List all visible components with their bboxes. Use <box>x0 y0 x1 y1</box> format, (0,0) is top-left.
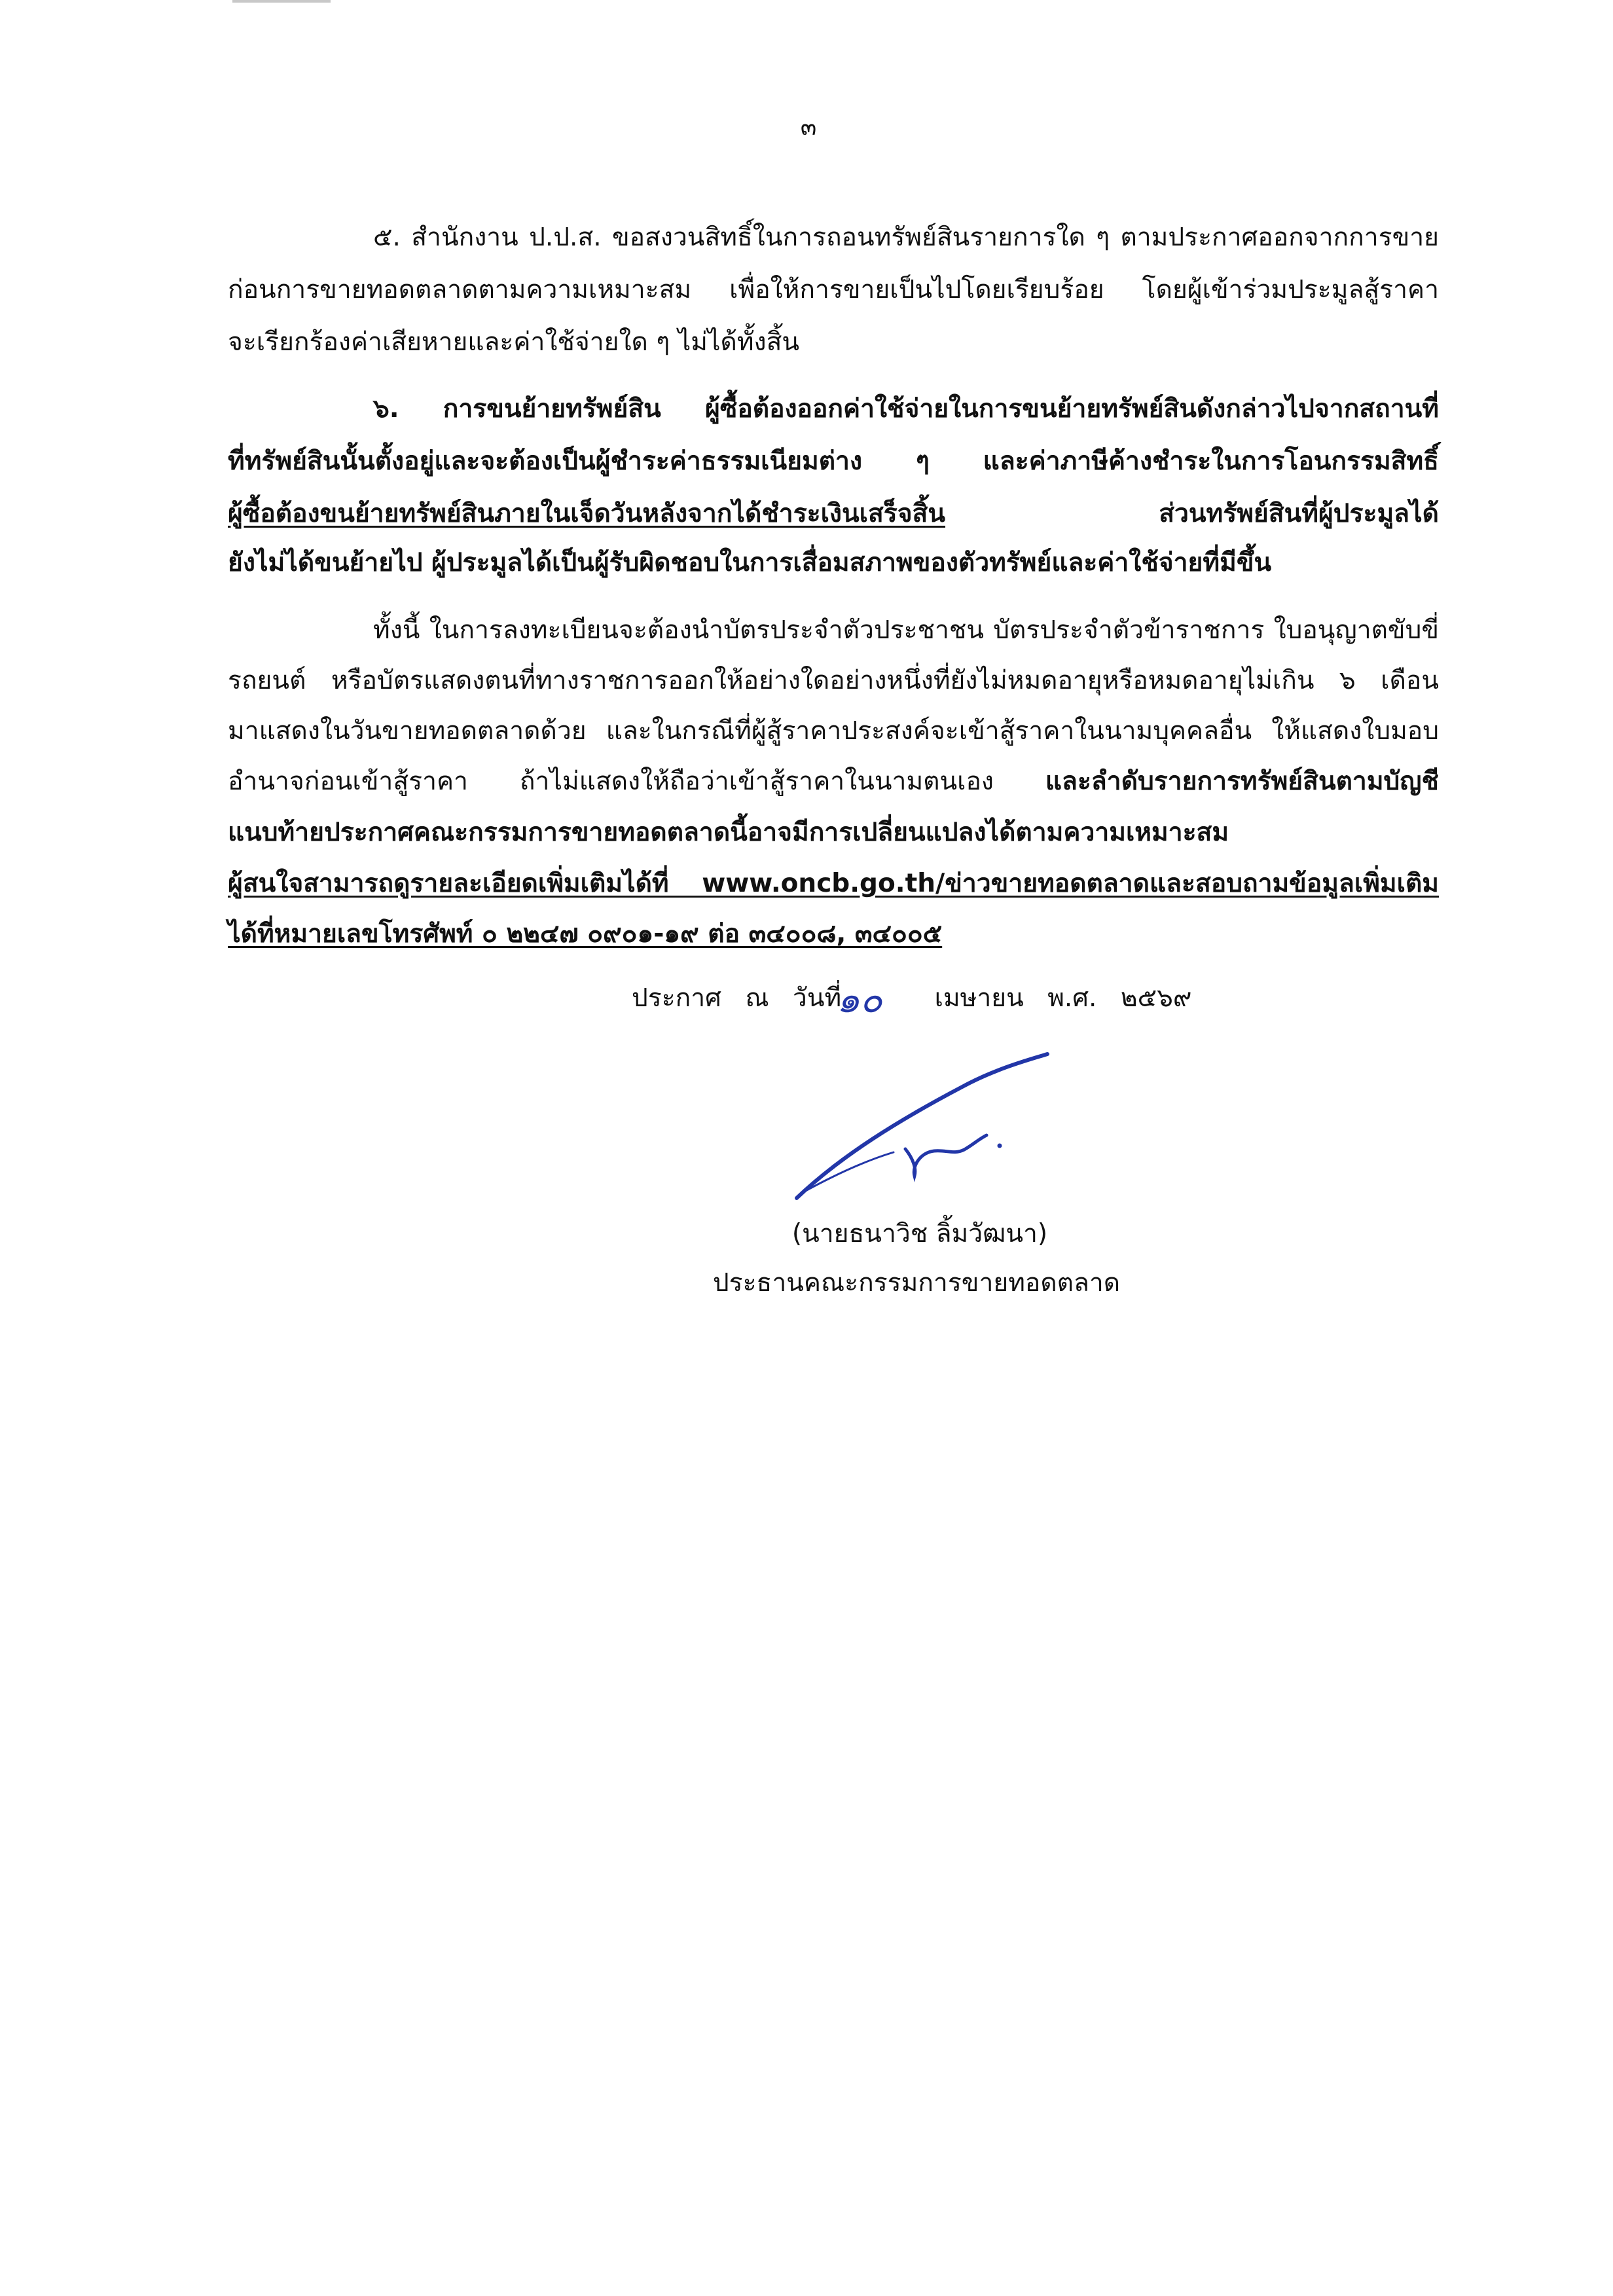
date-era: พ.ศ. <box>1047 983 1097 1013</box>
date-prefix: ประกาศ <box>632 983 721 1013</box>
signatory-name: (นายธนาวิช ลิ้มวัฒนา) <box>791 1219 1048 1248</box>
section6-line3 <box>228 494 1439 534</box>
notes-line4 <box>228 762 1439 801</box>
date-year: ๒๕๖๙ <box>1120 983 1192 1013</box>
notes-line2: รถยนต์ หรือบัตรแสดงตนที่ทางราชการออกให้อย่างใดอย่างหนึ่งที่ยังไม่หมดอายุหรือหมดอายุไม่เกิน ๖ เดือน <box>228 666 1439 695</box>
page-number: ๓ <box>800 114 817 141</box>
section6-line2: ที่ทรัพย์สินนั้นตั้งอยู่และจะต้องเป็นผู้ชำระค่าธรรมเนียมต่าง ๆ และค่าภาษีค้างชำระในการโอนกรรมสิทธิ์ <box>228 446 1439 476</box>
notes-line4-bold: และลำดับรายการทรัพย์สินตามบัญชี <box>1045 767 1439 796</box>
section5-line3: จะเรียกร้องค่าเสียหายและค่าใช้จ่ายใด ๆ ไม่ได้ทั้งสิ้น <box>228 327 800 357</box>
handwritten-day: ๑๐ <box>837 979 882 1021</box>
signature-scribble <box>782 1041 1070 1224</box>
announcement-date <box>632 979 1207 1018</box>
section5-line2: ก่อนการขายทอดตลาดตามความเหมาะสม เพื่อให้การขายเป็นไปโดยเรียบร้อย โดยผู้เข้าร่วมประมูลสู้ราคา <box>228 275 1439 304</box>
section5-line1: ๕. สำนักงาน ป.ป.ส. ขอสงวนสิทธิ์ในการถอนทรัพย์สินรายการใด ๆ ตามประกาศออกจากการขาย <box>373 223 1439 252</box>
notes-line4-plain: อำนาจก่อนเข้าสู้ราคา ถ้าไม่แสดงให้ถือว่าเข้าสู้ราคาในนามตนเอง <box>228 767 994 796</box>
notes-line5: แนบท้ายประกาศคณะกรรมการขายทอดตลาดนี้อาจมีการเปลี่ยนแปลงได้ตามความเหมาะสม <box>228 818 1229 847</box>
section6-line1: ๖. การขนย้ายทรัพย์สิน ผู้ซื้อต้องออกค่าใช้จ่ายในการขนย้ายทรัพย์สินดังกล่าวไปจากสถานที่ <box>373 394 1439 424</box>
scan-edge-mark <box>232 0 331 3</box>
notes-line7: ได้ที่หมายเลขโทรศัพท์ ๐ ๒๒๔๗ ๐๙๐๑-๑๙ ต่อ ๓๔๐๐๘, ๓๔๐๐๕ <box>228 919 943 949</box>
date-month: เมษายน <box>934 983 1024 1013</box>
date-at: ณ <box>745 983 769 1013</box>
notes-line6: ผู้สนใจสามารถดูรายละเอียดเพิ่มเติมได้ที่ www.oncb.go.th/ข่าวขายทอดตลาดและสอบถามข้อมูลเพิ่มเติม <box>228 869 1439 898</box>
signatory-title: ประธานคณะกรรมการขายทอดตลาด <box>712 1268 1121 1298</box>
date-day-label: วันที่ <box>792 983 842 1013</box>
section6-line4: ยังไม่ได้ขนย้ายไป ผู้ประมูลได้เป็นผู้รับผิดชอบในการเสื่อมสภาพของตัวทรัพย์และค่าใช้จ่ายที่มีขึ้น <box>228 548 1272 577</box>
notes-line3: มาแสดงในวันขายทอดตลาดด้วย และในกรณีที่ผู้สู้ราคาประสงค์จะเข้าสู้ราคาในนามบุคคลอื่น ให้แสดงใบมอบ <box>228 716 1439 746</box>
section6-line3-rest: ส่วนทรัพย์สินที่ผู้ประมูลได้ <box>1159 499 1439 528</box>
notes-line1: ทั้งนี้ ในการลงทะเบียนจะต้องนำบัตรประจำตัวประชาชน บัตรประจำตัวข้าราชการ ใบอนุญาตขับขี่ <box>373 615 1439 645</box>
section6-line3-underlined: ผู้ซื้อต้องขนย้ายทรัพย์สินภายในเจ็ดวันหลังจากได้ชำระเงินเสร็จสิ้น <box>228 499 946 528</box>
